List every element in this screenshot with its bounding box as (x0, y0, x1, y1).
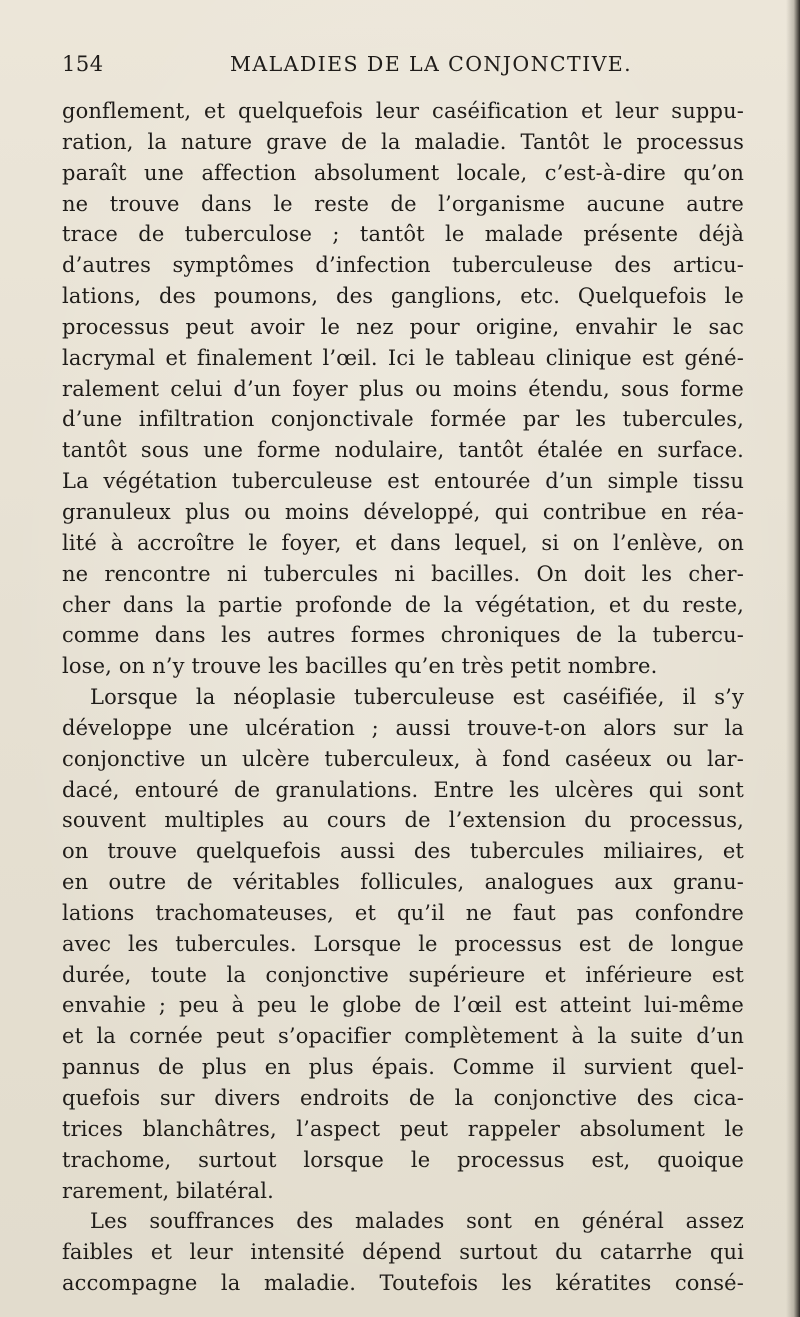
text-line: lations, des poumons, des ganglions, etc. Quelquefois le (62, 284, 744, 309)
body-text (62, 96, 744, 1299)
text-line: Les souffrances des malades sont en général assez (90, 1209, 744, 1234)
text-line: quefois sur divers endroits de la conjonctive des cica- (62, 1086, 744, 1110)
text-line: ne trouve dans le reste de l’organisme aucune autre (62, 191, 744, 216)
text-line: envahie ; peu à peu le globe de l’œil est atteint lui-même (62, 993, 744, 1018)
text-line: durée, toute la conjonctive supérieure et inférieure est (62, 962, 744, 987)
text-line: tantôt sous une forme nodulaire, tantôt étalée en surface. (62, 438, 744, 463)
text-line: Lorsque la néoplasie tuberculeuse est caséifiée, il s’y (90, 685, 744, 710)
text-line: développe une ulcération ; aussi trouve-t-on alors sur la (62, 715, 744, 740)
page-header (62, 52, 752, 82)
text-line: et la cornée peut s’opacifier complètement à la suite d’un (62, 1024, 744, 1049)
text-line: trices blanchâtres, l’aspect peut rappeler absolument le (62, 1116, 744, 1141)
text-line: cher dans la partie profonde de la végétation, et du reste, (62, 592, 744, 617)
text-line: souvent multiples au cours de l’extension du processus, (62, 808, 744, 833)
text-line: paraît une affection absolument locale, c’est-à-dire qu’on (62, 160, 744, 185)
text-line: lité à accroître le foyer, et dans lequel, si on l’enlève, on (62, 530, 744, 555)
text-line: rarement, bilatéral. (62, 1178, 274, 1203)
text-line: dacé, entouré de granulations. Entre les ulcères qui sont (62, 777, 744, 802)
text-line: lations trachomateuses, et qu’il ne faut pas confondre (62, 900, 744, 925)
text-line: processus peut avoir le nez pour origine, envahir le sac (62, 314, 744, 339)
text-line: gonflement, et quelquefois leur caséification et leur suppu- (62, 99, 744, 123)
text-line: en outre de véritables follicules, analogues aux granu- (62, 870, 744, 895)
text-line: trachome, surtout lorsque le processus est, quoique (62, 1147, 744, 1172)
text-line: ne rencontre ni tubercules ni bacilles. On doit les cher- (62, 561, 744, 586)
text-line: accompagne la maladie. Toutefois les kératites consé- (62, 1271, 744, 1296)
text-line: d’une infiltration conjonctivale formée par les tubercules, (62, 407, 744, 432)
text-line: lacrymal et finalement l’œil. Ici le tableau clinique est géné- (62, 345, 744, 370)
text-line: ration, la nature grave de la maladie. Tantôt le processus (62, 129, 744, 154)
page-edge-shadow (786, 0, 800, 1317)
text-line: trace de tuberculose ; tantôt le malade présente déjà (62, 222, 744, 247)
text-line: ralement celui d’un foyer plus ou moins étendu, sous forme (62, 376, 744, 401)
text-line: d’autres symptômes d’infection tuberculeuse des articu- (62, 253, 744, 278)
text-line: granuleux plus ou moins développé, qui contribue en réa- (62, 499, 744, 524)
page-number: 154 (62, 52, 104, 76)
text-line: avec les tubercules. Lorsque le processus est de longue (62, 931, 744, 956)
text-line: conjonctive un ulcère tuberculeux, à fond caséeux ou lar- (62, 746, 744, 771)
text-line: La végétation tuberculeuse est entourée d’un simple tissu (62, 469, 744, 494)
running-title: MALADIES DE LA CONJONCTIVE. (230, 52, 633, 76)
text-line: comme dans les autres formes chroniques de la tubercu- (62, 623, 744, 648)
text-line: on trouve quelquefois aussi des tubercules miliaires, et (62, 839, 744, 864)
text-line: pannus de plus en plus épais. Comme il survient quel- (62, 1055, 744, 1080)
text-line: lose, on n’y trouve les bacilles qu’en très petit nombre. (62, 654, 658, 679)
text-line: faibles et leur intensité dépend surtout du catarrhe qui (62, 1240, 744, 1265)
